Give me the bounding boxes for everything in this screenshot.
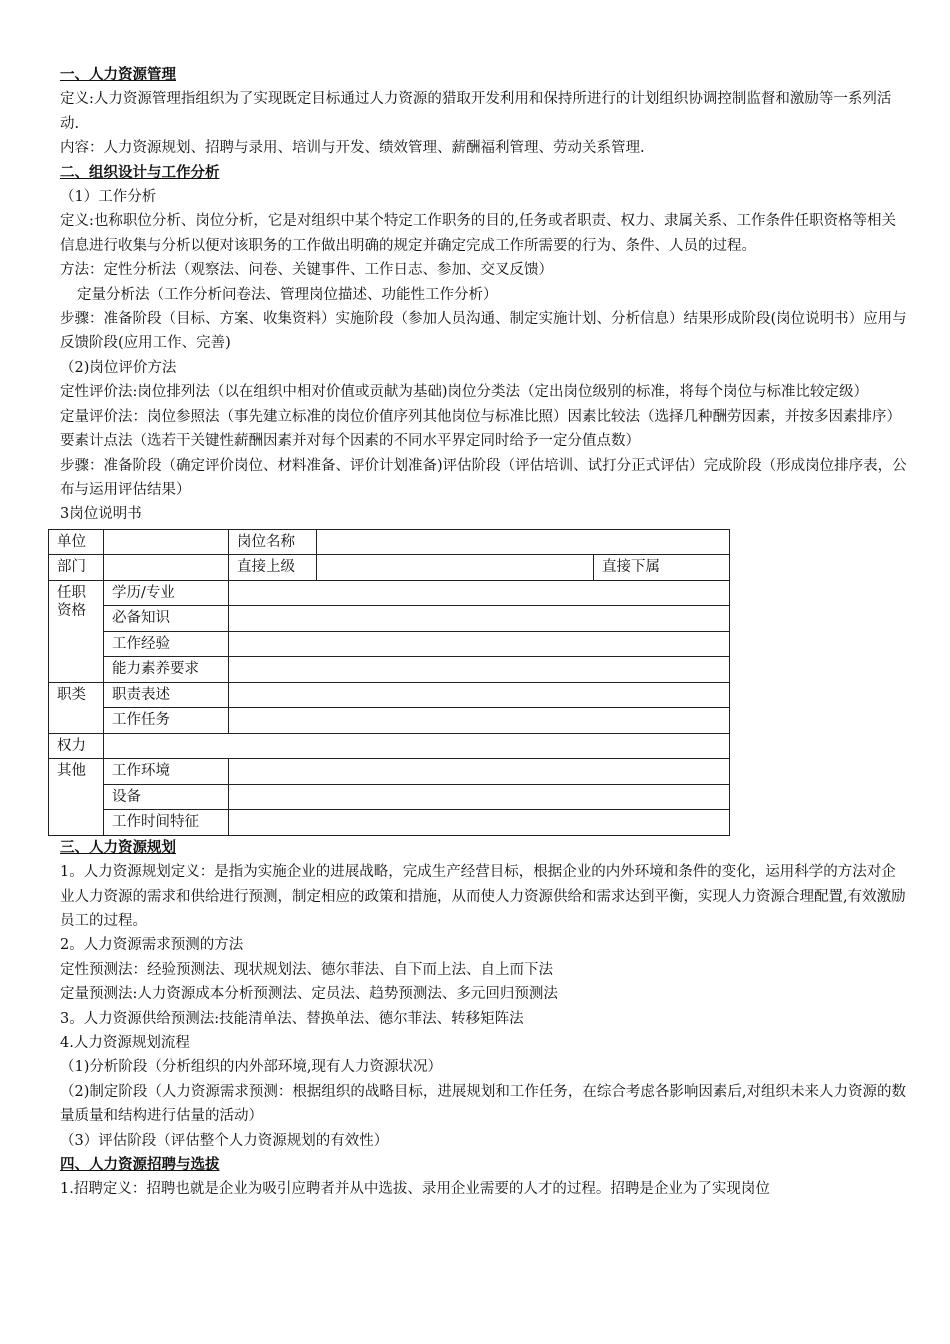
duty-desc-label: 职责表述: [104, 682, 229, 708]
planning-stage-3: （3）评估阶段（评估整个人力资源规划的有效性）: [60, 1132, 389, 1149]
planning-stage-1: （1)分析阶段（分析组织的内外部环境,现有人力资源状况）: [60, 1059, 442, 1076]
dept-label: 部门: [49, 555, 104, 581]
knowledge-label: 必备知识: [104, 606, 229, 632]
work-time-label: 工作时间特征: [104, 810, 229, 836]
evaluation-steps: 步骤：准备阶段（确定评价岗位、材料准备、评价计划准备)评估阶段（评估培训、试打分正式评估）完成阶段（形成岗位排序表，公布与运用评估结果）: [60, 457, 907, 498]
job-description-heading: 3岗位说明书: [60, 506, 142, 523]
demand-forecast-heading: 2。人力资源需求预测的方法: [60, 937, 244, 954]
hrm-definition: 定义:人力资源管理指组织为了实现既定目标通过人力资源的猎取开发利用和保持所进行的计划组织协调控制监督和激励等一系列活动.: [60, 91, 892, 132]
job-analysis-steps: 步骤：准备阶段（目标、方案、收集资料）实施阶段（参加人员沟通、制定实施计划、分析信息）结果形成阶段(岗位说明书）应用与反馈阶段(应用工作、完善): [60, 311, 907, 352]
table-row: [49, 555, 730, 581]
qualification-label-line1: 任职: [57, 584, 86, 601]
education-value: [229, 580, 730, 606]
job-evaluation-heading: （2)岗位评价方法: [60, 359, 177, 376]
section-4-title: 四、人力资源招聘与选拔: [60, 1156, 220, 1173]
duty-label: 职类: [49, 682, 104, 733]
supply-forecast: 3。人力资源供给预测法:技能清单法、替换单法、德尔菲法、转移矩阵法: [60, 1010, 524, 1027]
table-row: [49, 631, 730, 657]
equipment-value: [229, 784, 730, 810]
recruitment-definition: 1.招聘定义：招聘也就是企业为吸引应聘者并从中选拔、录用企业需要的人才的过程。招聘是企业为了实现岗位: [60, 1181, 770, 1198]
knowledge-value: [229, 606, 730, 632]
equipment-label: 设备: [104, 784, 229, 810]
job-analysis-method-quantitative: 定量分析法（工作分析问卷法、管理岗位描述、功能性工作分析）: [77, 286, 498, 303]
experience-value: [229, 631, 730, 657]
section-2-title: 二、组织设计与工作分析: [60, 163, 220, 181]
table-row: [49, 606, 730, 632]
quantitative-forecast: 定量预测法:人力资源成本分析预测法、定员法、趋势预测法、多元回归预测法: [60, 986, 558, 1003]
environment-label: 工作环境: [104, 759, 229, 785]
duty-desc-value: [229, 682, 730, 708]
table-row: [49, 657, 730, 683]
superior-value: [317, 555, 594, 581]
task-value: [229, 708, 730, 734]
job-analysis-heading: （1）工作分析: [60, 189, 157, 206]
hr-planning-definition: 1。人力资源规划定义：是指为实施企业的进展战略，完成生产经营目标，根据企业的内外环境和条件的变化，运用科学的方法对企业人力资源的需求和供给进行预测，制定相应的政策和措施，从而使人力资源供给和需求达到平衡，实现人力资源合理配置,有效激励员工的过程。: [60, 864, 906, 929]
table-row: [49, 580, 730, 606]
table-row: [49, 708, 730, 734]
task-label: 工作任务: [104, 708, 229, 734]
qualification-label-line2: 资格: [57, 602, 86, 619]
job-analysis-definition: 定义:也称职位分析、岗位分析，它是对组织中某个特定工作职务的目的,任务或者职责、权力、隶属关系、工作条件任职资格等相关信息进行收集与分析以便对该职务的工作做出明确的规定并确定完成工作所需要的行为、条件、人员的过程。: [60, 213, 896, 254]
table-row: [49, 759, 730, 785]
ability-label: 能力素养要求: [104, 657, 229, 683]
unit-value: [104, 529, 229, 555]
section-3-title: 三、人力资源规划: [60, 838, 176, 856]
power-label: 权力: [49, 733, 104, 759]
ability-value: [229, 657, 730, 683]
work-time-value: [229, 810, 730, 836]
qualitative-evaluation: 定性评价法:岗位排列法（以在组织中相对价值或贡献为基础)岗位分类法（定出岗位级别的标准，将每个岗位与标准比较定级）: [60, 384, 869, 401]
table-row: [49, 682, 730, 708]
other-label: 其他: [49, 759, 104, 836]
dept-value: [104, 555, 229, 581]
planning-process-heading: 4.人力资源规划流程: [60, 1034, 190, 1051]
planning-stage-2: （2)制定阶段（人力资源需求预测：根据组织的战略目标，进展规划和工作任务，在综合考虑各影响因素后,对组织未来人力资源的数量质量和结构进行估量的活动）: [60, 1083, 906, 1125]
qualification-label: [49, 580, 104, 682]
subordinate-label: 直接下属: [594, 555, 730, 581]
environment-value: [229, 759, 730, 785]
unit-label: 单位: [49, 529, 104, 555]
power-value: [104, 733, 730, 759]
section-1-title: 一、人力资源管理: [60, 66, 176, 83]
job-name-value: [317, 529, 730, 555]
job-name-label: 岗位名称: [229, 529, 317, 555]
qualitative-forecast: 定性预测法：经验预测法、现状规划法、德尔菲法、自下而上法、自上而下法: [60, 961, 553, 978]
table-row: [49, 784, 730, 810]
experience-label: 工作经验: [104, 631, 229, 657]
hrm-content: 内容：人力资源规划、招聘与录用、培训与开发、绩效管理、薪酬福利管理、劳动关系管理.: [60, 140, 645, 157]
quantitative-evaluation: 定量评价法：岗位参照法（事先建立标准的岗位价值序列其他岗位与标准比照）因素比较法（选择几种酬劳因素，并按多因素排序）要素计点法（选若干关键性薪酬因素并对每个因素的不同水平界定同时给予一定分值点数）: [60, 408, 901, 450]
job-description-table: [48, 529, 730, 836]
document-body: [57, 63, 908, 1202]
superior-label: 直接上级: [229, 555, 317, 581]
table-row: [49, 810, 730, 836]
job-analysis-method-qualitative: 方法：定性分析法（观察法、问卷、关键事件、工作日志、参加、交叉反馈）: [60, 262, 553, 279]
education-label: 学历/专业: [104, 580, 229, 606]
table-row: [49, 733, 730, 759]
table-row: [49, 529, 730, 555]
